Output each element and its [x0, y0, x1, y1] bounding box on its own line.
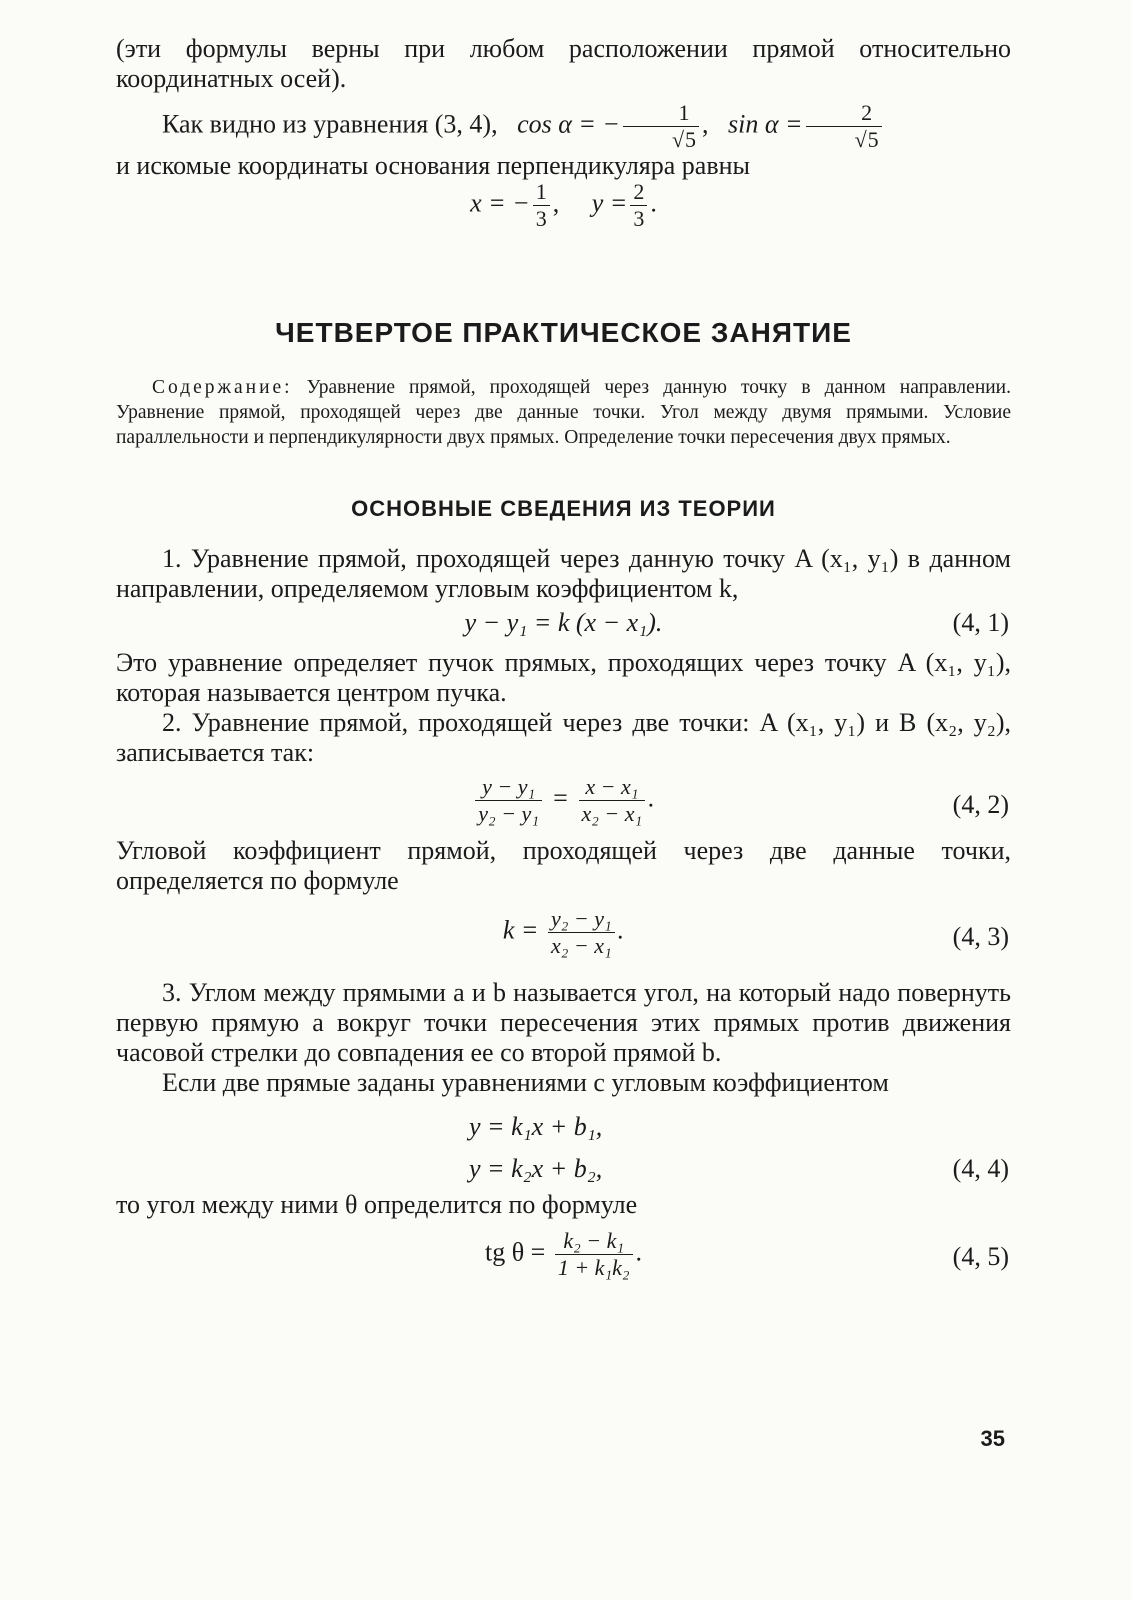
x-expression: x = −	[470, 188, 530, 218]
coords-paragraph: и искомые координаты основания перпендикуляра равны	[116, 151, 750, 180]
equation-4-4-label: (4, 4)	[952, 1154, 1009, 1183]
equation-4-5: tg θ = $\frac{\text{k₂ − k₁}}{\text{1 + k₁k₂}}$ . (4, 5)	[484, 1228, 1009, 1280]
equation-4-2-label: (4, 2)	[952, 790, 1009, 819]
equation-4-5-label: (4, 5)	[952, 1242, 1009, 1271]
theory-paragraph-3: 3. Углом между прямыми a и b называется угол, на который надо повернуть первую прямую a вокруг точки пересечения этих прямых против движения часовой стрелки до совпадения ее со второй прямой b.	[116, 978, 1011, 1067]
sin-expression: sin α =	[728, 109, 803, 139]
theory-paragraph-3c: то угол между ними θ определится по формуле	[116, 1190, 638, 1219]
cos-numerator: 1	[623, 102, 699, 127]
summary-label: Содержание:	[152, 377, 293, 398]
equation-4-1-label: (4, 1)	[952, 608, 1009, 637]
equation-4-3-fraction: $\frac{\text{y₂ − y₁}}{\text{x₂ − x₁}}$	[548, 908, 615, 957]
cos-sin-paragraph: Как видно из уравнения (3, 4), cos α = − $\frac{1}{√5}$ , sin α = $\frac{2}{√5}$	[116, 102, 1011, 151]
theory-paragraph-2b: Угловой коэффициент прямой, проходящей через две данные точки, определяется по формуле	[116, 836, 1011, 895]
x-fraction: $\frac{1}{3}$	[533, 181, 550, 230]
y-expression: y =	[591, 188, 628, 218]
y-fraction: $\frac{2}{3}$	[630, 181, 647, 230]
equation-4-2: $\frac{\text{y − y₁}}{\text{y₂ − y₁}}$ = $\frac{\text{x − x₁}}{\text{x₂ − x₁}}$ . (4, 2)	[116, 776, 1011, 836]
theory-paragraph-1b: Это уравнение определяет пучок прямых, проходящих через точку A (x₁, y₁), которая называется центром пучка.	[116, 648, 1011, 707]
equation-4-3-lhs: k =	[502, 915, 539, 945]
sin-fraction	[806, 102, 882, 151]
page-content	[116, 34, 1011, 1290]
theory-paragraph-1: 1. Уравнение прямой, проходящей через данную точку A (x₁, y₁) в данном направлении, определяемом угловым коэффициентом k,	[116, 544, 1011, 603]
intro-paragraph: (эти формулы верны при любом расположении прямой относительно координатных осей).	[116, 34, 1011, 93]
theory-paragraph-3b: Если две прямые заданы уравнениями с угловым коэффициентом	[162, 1068, 889, 1097]
equation-4-3: k = $\frac{\text{y₂ − y₁}}{\text{x₂ − x₁}}$ . (4, 3)	[502, 906, 1009, 958]
equation-4-5-lhs: tg θ =	[484, 1237, 546, 1267]
equation-4-5-fraction: $\frac{\text{k₂ − k₁}}{\text{1 + k₁k₂}}$	[555, 1230, 633, 1279]
equation-4-3-label: (4, 3)	[952, 922, 1009, 951]
equation-4-4-line-2: y = k₂x + b₂,	[469, 1154, 603, 1183]
cos-expression: cos α = −	[517, 109, 620, 139]
cos-lead-text: Как видно из уравнения (3, 4),	[162, 109, 498, 139]
equation-4-1	[116, 608, 1011, 648]
chapter-title: ЧЕТВЕРТОЕ ПРАКТИЧЕСКОЕ ЗАНЯТИЕ	[275, 317, 852, 348]
theory-paragraph-2: 2. Уравнение прямой, проходящей через две точки: A (x₁, y₁) и B (x₂, y₂), записывается так:	[116, 708, 1011, 767]
sin-denominator: √5	[854, 127, 879, 152]
sin-numerator: 2	[806, 102, 882, 127]
equation-4-4	[116, 1106, 1011, 1190]
summary-text: Уравнение прямой, проходящей через данную точку в данном направлении. Уравнение прямой, проходящей через две данные точки. Угол между двумя прямыми. Условие параллельности и перпендикулярности двух прямых. Определение точки пересечения двух прямых.	[116, 377, 1011, 448]
cos-fraction	[623, 102, 699, 151]
coords-formula: x = − $\frac{1}{3}$ , y = $\frac{2}{3}$ .	[470, 179, 657, 231]
cos-denominator: √5	[671, 127, 697, 152]
summary-paragraph	[116, 375, 1011, 450]
equation-4-4-line-1: y = k₁x + b₁,	[469, 1112, 603, 1141]
equation-4-1-body: y − y₁ = k (x − x₁).	[464, 608, 663, 637]
equation-4-2-right-fraction: $\frac{\text{x − x₁}}{\text{x₂ − x₁}}$	[579, 776, 646, 825]
equation-4-2-left-fraction: $\frac{\text{y − y₁}}{\text{y₂ − y₁}}$	[475, 776, 542, 825]
section-title: ОСНОВНЫЕ СВЕДЕНИЯ ИЗ ТЕОРИИ	[351, 496, 776, 521]
page-number: 35	[980, 1426, 1005, 1451]
